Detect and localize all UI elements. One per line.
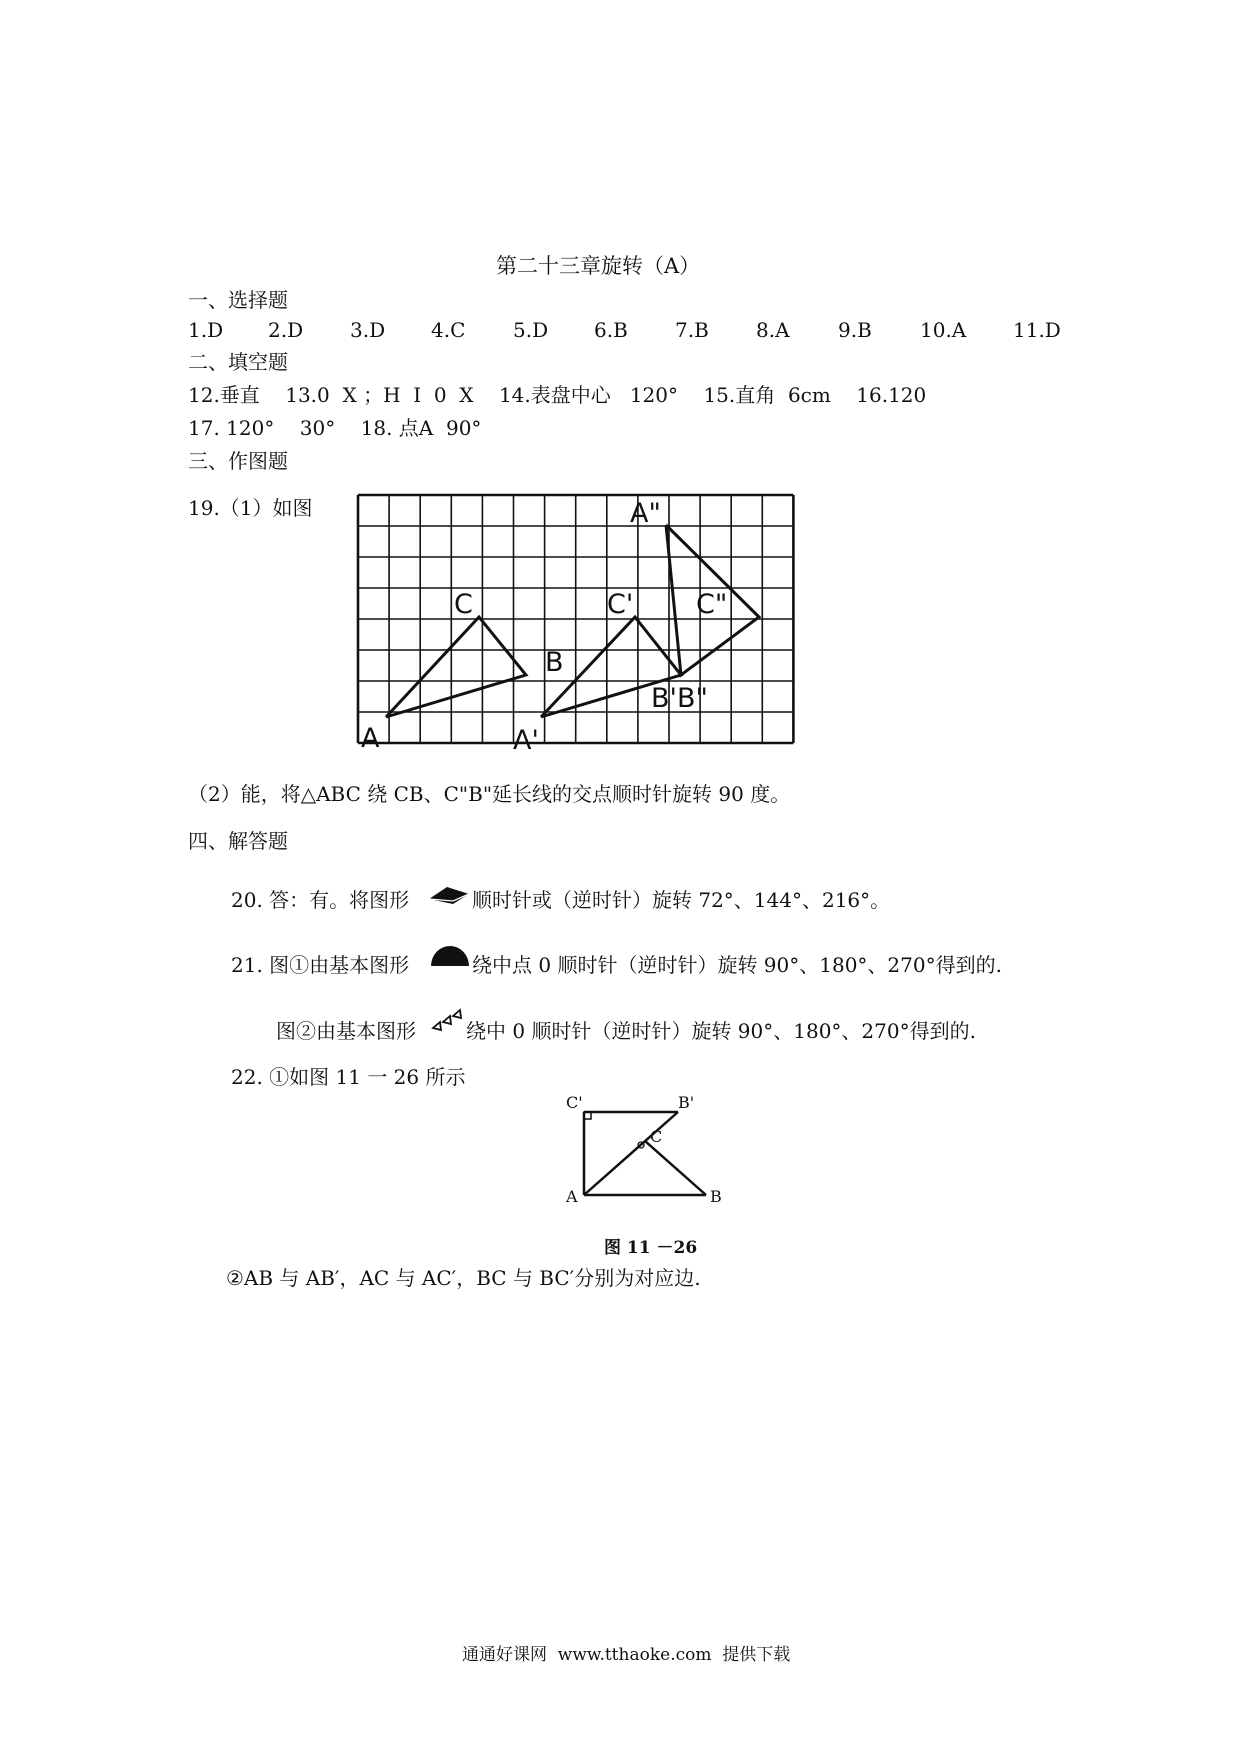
section-drawing-heading: 三、作图题 <box>188 449 288 473</box>
choice-answer: 2.D <box>268 318 304 342</box>
page-footer: 通通好课网 www.tthaoke.com 提供下载 <box>462 1645 791 1665</box>
section-answer-heading: 四、解答题 <box>188 829 288 853</box>
point-a-label: A <box>361 723 380 753</box>
fill-answers-line-1: 12.垂直 13.0 X ；H I 0 X 14.表盘中心 120° 15.直角 6cm 16.120 <box>188 383 927 407</box>
rotation-grid-figure <box>355 493 805 753</box>
q21-line1-before: 21. 图①由基本图形 <box>231 953 410 977</box>
triangle-abc <box>386 617 526 717</box>
quadrilateral-shape-icon <box>427 884 471 908</box>
page-title: 第二十三章旋转（A） <box>496 254 701 278</box>
q19-part2: （2）能，将△ABC 绕 CB、C"B"延长线的交点顺时针旋转 90 度。 <box>188 782 791 806</box>
semicircle-shape-icon <box>429 942 471 968</box>
q22-line2: ②AB 与 AB′，AC 与 AC′，BC 与 BC′分别为对应边. <box>226 1266 701 1290</box>
fig-point-a-label: A <box>566 1187 578 1206</box>
fig-point-b1-label: B' <box>678 1093 695 1112</box>
choice-answer: 1.D <box>188 318 224 342</box>
q21-line2-after: 绕中 0 顺时针（逆时针）旋转 90°、180°、270°得到的. <box>466 1019 976 1043</box>
fill-answers-line-2: 17. 120° 30° 18. 点A 90° <box>188 416 482 440</box>
q19-label: 19.（1）如图 <box>188 496 313 520</box>
choice-answer: 4.C <box>431 318 466 342</box>
fig-point-c1-label: C' <box>566 1093 583 1112</box>
choice-answer: 5.D <box>513 318 549 342</box>
q20-text-before: 20. 答：有。将图形 <box>231 888 410 912</box>
point-c2-label: C" <box>696 589 728 620</box>
q21-line2-before: 图②由基本图形 <box>276 1019 416 1043</box>
figure-11-26 <box>560 1090 730 1210</box>
q20-text-after: 顺时针或（逆时针）旋转 72°、144°、216°。 <box>472 888 891 912</box>
choice-answer: 9.B <box>838 318 872 342</box>
point-b1b2-label: B'B" <box>651 683 708 714</box>
choice-answer: 8.A <box>756 318 790 342</box>
point-b-label: B <box>545 647 564 678</box>
fig-point-c-label: C <box>650 1127 663 1146</box>
figure-caption: 图 11 －26 <box>604 1238 698 1258</box>
q21-line1-after: 绕中点 0 顺时针（逆时针）旋转 90°、180°、270°得到的. <box>472 953 1002 977</box>
choice-answer: 10.A <box>920 318 967 342</box>
small-triangles-shape-icon <box>431 1008 465 1032</box>
q22-line1: 22. ①如图 11 一 26 所示 <box>231 1065 466 1089</box>
choice-answer: 7.B <box>675 318 709 342</box>
choice-answer: 3.D <box>350 318 386 342</box>
point-a1-label: A' <box>513 725 539 753</box>
fig-point-b-label: B <box>710 1187 722 1206</box>
section-choice-heading: 一、选择题 <box>188 288 288 312</box>
choice-answer: 6.B <box>594 318 628 342</box>
point-c-label: C <box>454 589 473 620</box>
choice-answer: 11.D <box>1013 318 1061 342</box>
section-fill-heading: 二、填空题 <box>188 350 288 374</box>
point-c1-label: C' <box>607 589 634 620</box>
point-a2-label: A" <box>630 498 661 529</box>
